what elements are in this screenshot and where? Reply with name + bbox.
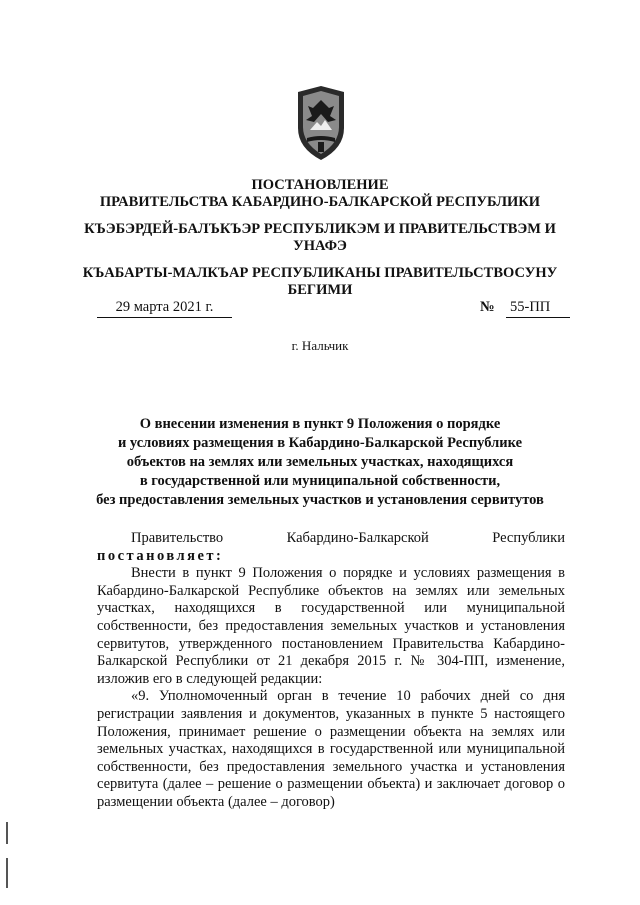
government-name-balkar-line2: БЕГИМИ (287, 282, 353, 298)
government-name-balkar-line1: КЪАБАРТЫ-МАЛКЪАР РЕСПУБЛИКАНЫ ПРАВИТЕЛЬСТВОСУНУ (82, 265, 558, 281)
government-name-kabardian-line2: УНАФЭ (293, 238, 347, 254)
government-name-kabardian-line1: КЪЭБЭРДЕЙ-БАЛЪКЪЭР РЕСПУБЛИКЭМ И ПРАВИТЕЛЬСТВЭМ И (84, 221, 556, 237)
subject-line: О внесении изменения в пункт 9 Положения о порядке (139, 416, 501, 432)
gov-word: Республики (492, 530, 565, 546)
government-subject-line (97, 530, 565, 548)
scan-margin-mark (6, 858, 8, 888)
body-paragraph: Внести в пункт 9 Положения о порядке и условиях размещения в Кабардино-Балкарской Республике объектов на землях или земельных участках, находящихся в государственной или муниципальной собственности, без предоставления земельных участков и установления сервитутов, утвержденного постановлением Правительства Кабардино-Балкарской Республики от 21 декабря 2015 г. № 304-ПП, изменение, изложив его в следующей редакции: (97, 565, 565, 687)
coat-of-arms-emblem (294, 84, 348, 162)
decree-number: 55-ПП (506, 299, 570, 318)
decree-body (97, 530, 565, 812)
document-type-title: ПОСТАНОВЛЕНИЕ (251, 177, 389, 193)
decree-date: 29 марта 2021 г. (97, 299, 232, 318)
body-paragraph: «9. Уполномоченный орган в течение 10 рабочих дней со дня регистрации заявления и документов, указанных в пункте 5 настоящего Положения, принимает решение о размещении объекта на землях или земельных участках, находящихся в государственной или муниципальной собственности, без предоставления земельного участка и установления сервитута (далее – решение о размещении объекта) и заключает договор о размещении объекта (далее – договор) (97, 688, 565, 810)
subject-line: объектов на землях или земельных участках, находящихся (126, 454, 514, 470)
subject-line: без предоставления земельных участков и установления сервитутов (96, 492, 544, 508)
scan-margin-mark (6, 822, 8, 844)
number-sign: № (480, 299, 495, 315)
gov-word: Правительство (131, 530, 224, 546)
gov-word: Кабардино-Балкарской (286, 530, 429, 546)
subject-line: и условиях размещения в Кабардино-Балкарской Республике (117, 435, 523, 451)
government-name-russian: ПРАВИТЕЛЬСТВА КАБАРДИНО-БАЛКАРСКОЙ РЕСПУБЛИКИ (99, 194, 541, 210)
decree-subject (80, 415, 560, 510)
subject-line: в государственной или муниципальной собственности, (139, 473, 501, 489)
city-name: г. Нальчик (291, 338, 349, 353)
decrees-word: постановляет: (97, 547, 224, 564)
